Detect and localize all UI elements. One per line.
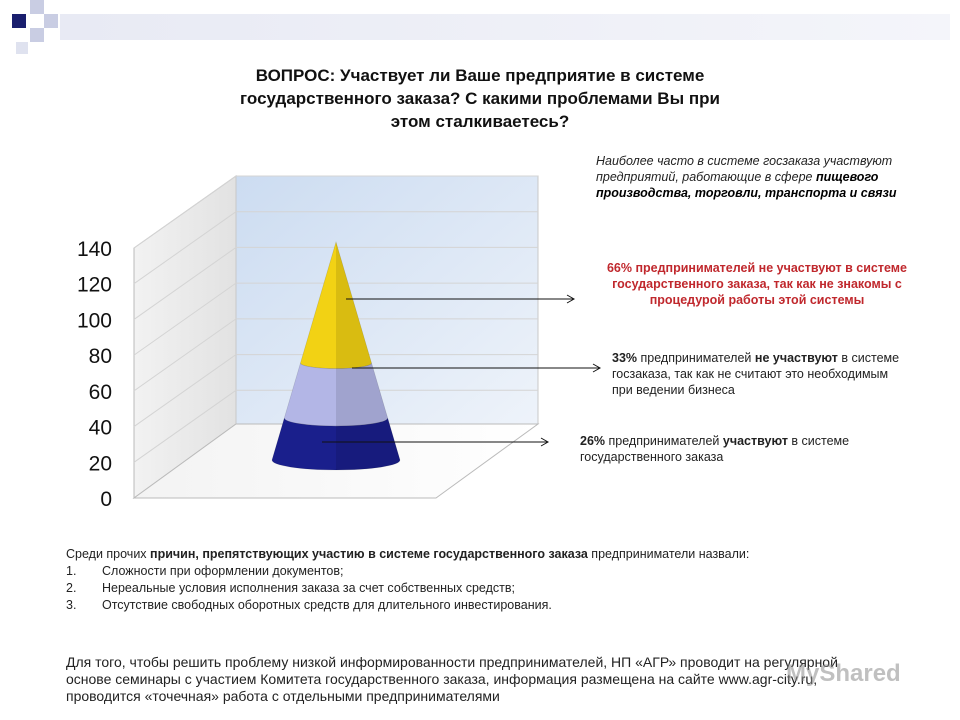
list-text: Сложности при оформлении документов; [102, 564, 344, 578]
title-line: этом сталкиваетесь? [390, 112, 570, 131]
footer-text: Для того, чтобы решить проблему низкой информированности предпринимателей, НП «АГР» проводит на регулярной основе семинары с участием Комитета государственного заказа, информация размещена на сайте www.agr-city.ru, проводится «точечная» работа с отдельными предпринимателями [66, 654, 838, 704]
note-26 [580, 433, 910, 465]
note-bold: не участвуют [754, 351, 838, 365]
y-tick-label: 140 [76, 238, 112, 261]
title-line: государственного заказа? С какими проблемами Вы при [240, 89, 720, 108]
note-text: Наиболее часто в системе госзаказа участвуют предприятий, работающие в сфере [596, 154, 893, 184]
y-tick-label: 40 [88, 416, 112, 440]
list-text: Нереальные условия исполнения заказа за счет собственных средств; [102, 581, 515, 595]
list-text: Отсутствие свободных оборотных средств для длительного инвестирования. [102, 598, 552, 612]
reasons-intro [66, 546, 906, 563]
note-text: в системе госзаказа, так как не считают это необходимым при ведении бизнеса [612, 351, 900, 397]
y-tick-label: 60 [88, 380, 112, 404]
watermark-logo: MyShared [786, 660, 901, 687]
list-number: 1. [66, 564, 77, 578]
list-item [66, 597, 906, 614]
note-pct: 33% [612, 351, 638, 365]
y-tick-label: 120 [76, 273, 112, 297]
list-number: 2. [66, 581, 77, 595]
note-text: в системе государственного заказа [580, 434, 850, 464]
y-tick-label: 20 [88, 452, 112, 476]
list-item [66, 580, 906, 597]
reasons-block [66, 546, 906, 614]
list-number: 3. [66, 598, 77, 612]
note-industries [596, 153, 906, 201]
reasons-intro-text: Среди прочих [66, 547, 151, 561]
y-tick-label: 80 [88, 345, 112, 369]
list-item [66, 563, 906, 580]
note-33 [612, 350, 912, 398]
reasons-intro-bold: причин, препятствующих участию в системе государственного заказа [150, 547, 588, 561]
note-bold: пищевого производства, торговли, транспорта и связи [596, 170, 897, 200]
note-text: предпринимателей [605, 434, 723, 448]
chart-back-wall [236, 176, 538, 424]
note-pct: 26% [580, 434, 606, 448]
reasons-intro-text: предприниматели назвали: [587, 547, 750, 561]
y-tick-label: 0 [100, 488, 112, 511]
note-text: предпринимателей [637, 351, 755, 365]
note-bold: участвуют [722, 434, 788, 448]
note-66: 66% предпринимателей не участвуют в системе государственного заказа, так как не знакомы с процедурой работы этой системы [606, 261, 907, 307]
y-tick-label: 100 [76, 309, 112, 333]
title-line: ВОПРОС: Участвует ли Ваше предприятие в системе [255, 66, 705, 85]
